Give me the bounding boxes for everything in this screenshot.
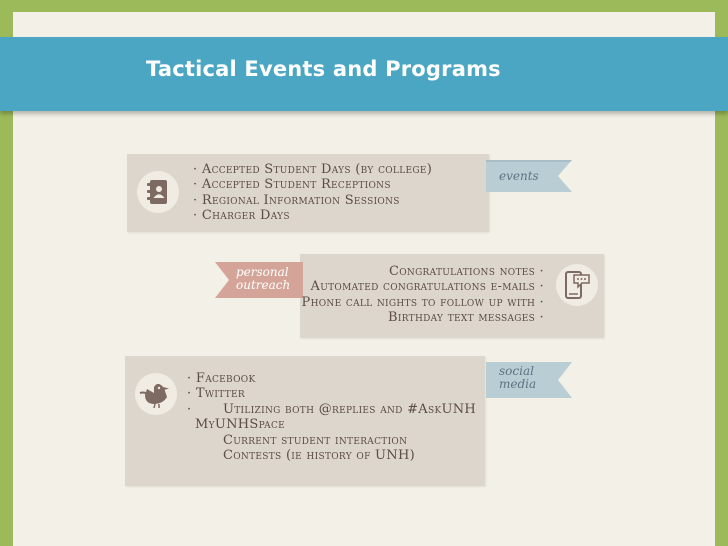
list-item: · Twitter bbox=[187, 386, 245, 402]
list-item: MyUNHSpace bbox=[195, 417, 286, 433]
list-item: Phone call nights to follow up with · bbox=[301, 294, 544, 310]
personal-outreach-list bbox=[302, 264, 544, 326]
list-item: Automated congratulations e-mails · bbox=[310, 279, 544, 295]
list-item: · Charger Days bbox=[193, 208, 290, 224]
list-item: · Regional Information Sessions bbox=[193, 192, 400, 208]
mobile-phone-chat-icon bbox=[563, 270, 591, 300]
list-item: · Accepted Student Days (by college) bbox=[193, 162, 433, 177]
events-ribbon-label: events bbox=[499, 169, 539, 183]
social-media-ribbon-label: social media bbox=[499, 364, 537, 391]
list-item: · Accepted Student Receptions bbox=[193, 177, 391, 193]
personal-outreach-ribbon-label: personal outreach bbox=[236, 265, 291, 292]
list-item: Congratulations notes · bbox=[388, 264, 544, 279]
events-list bbox=[193, 162, 432, 224]
social-media-list bbox=[187, 371, 476, 463]
slide-title: Tactical Events and Programs bbox=[146, 57, 501, 81]
list-item: Current student interaction bbox=[223, 432, 408, 448]
list-item: Contests (ie history of UNH) bbox=[223, 448, 415, 464]
list-item: Birthday text messages · bbox=[388, 310, 544, 326]
bird-icon bbox=[136, 379, 176, 409]
list-item: · Utilizing both @replies and #AskUNH bbox=[187, 401, 477, 417]
address-book-icon bbox=[147, 179, 169, 205]
list-item: · Facebook bbox=[187, 371, 256, 386]
